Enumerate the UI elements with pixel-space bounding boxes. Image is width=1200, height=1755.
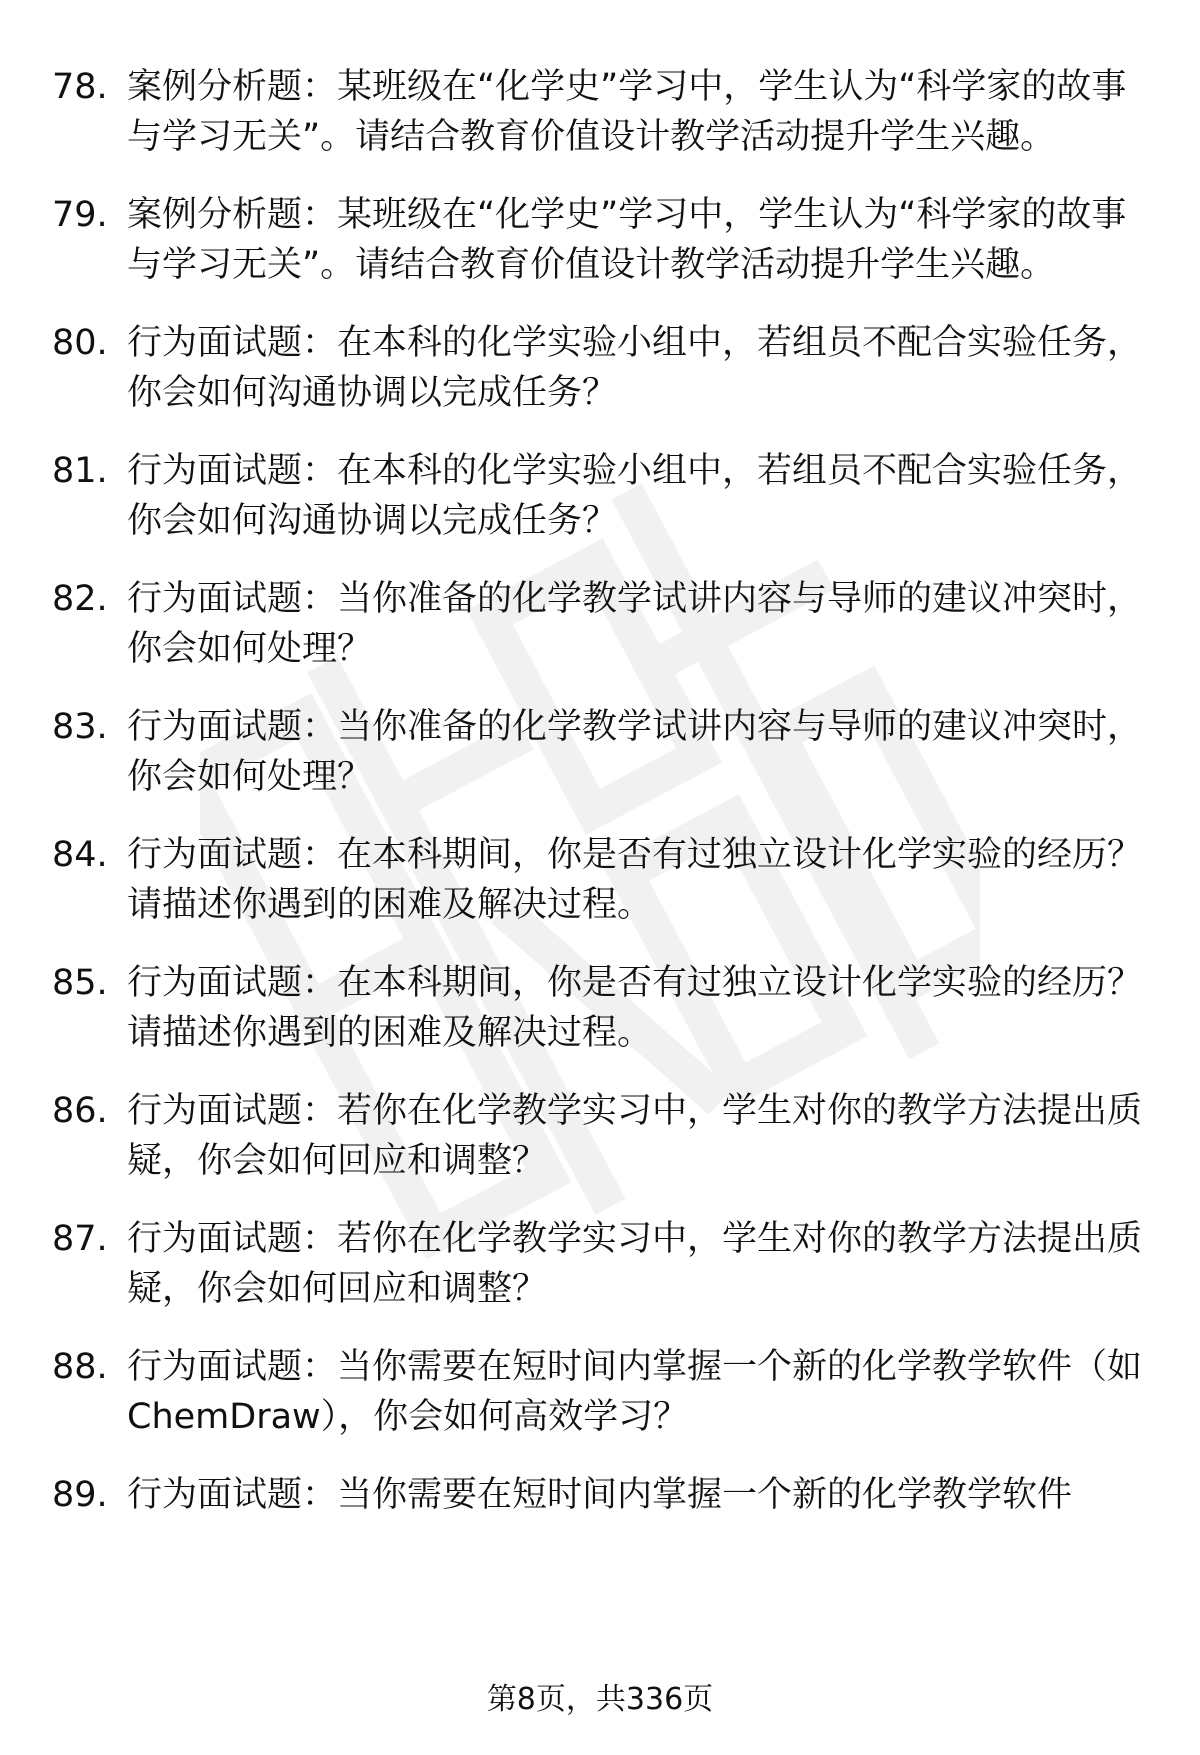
question-item — [52, 1342, 1152, 1442]
question-number: 87. — [52, 1219, 108, 1259]
question-item — [52, 446, 1152, 546]
question-text: 行为面试题：当你需要在短时间内掌握一个新的化学教学软件（如ChemDraw），你会如何高效学习？ — [127, 1347, 1143, 1437]
question-item — [52, 1470, 1152, 1520]
question-item — [52, 830, 1152, 930]
question-text: 行为面试题：当你准备的化学教学试讲内容与导师的建议冲突时，你会如何处理？ — [127, 707, 1143, 797]
question-number: 89. — [52, 1475, 108, 1515]
question-number: 83. — [52, 707, 108, 747]
question-item — [52, 1214, 1152, 1314]
question-list — [52, 62, 1152, 1548]
question-text: 行为面试题：在本科期间，你是否有过独立设计化学实验的经历？请描述你遇到的困难及解决过程。 — [127, 835, 1143, 925]
question-item — [52, 62, 1152, 162]
question-item — [52, 318, 1152, 418]
question-text: 行为面试题：若你在化学教学实习中，学生对你的教学方法提出质疑，你会如何回应和调整？ — [127, 1091, 1143, 1181]
question-item — [52, 574, 1152, 674]
question-number: 81. — [52, 451, 108, 491]
question-text: 行为面试题：在本科期间，你是否有过独立设计化学实验的经历？请描述你遇到的困难及解决过程。 — [127, 963, 1143, 1053]
question-number: 88. — [52, 1347, 108, 1387]
question-number: 86. — [52, 1091, 108, 1131]
question-number: 82. — [52, 579, 108, 619]
question-number: 79. — [52, 195, 108, 235]
question-number: 80. — [52, 323, 108, 363]
question-item — [52, 1086, 1152, 1186]
page-footer — [0, 1680, 1200, 1720]
question-text: 行为面试题：若你在化学教学实习中，学生对你的教学方法提出质疑，你会如何回应和调整？ — [127, 1219, 1143, 1309]
question-text: 案例分析题：某班级在“化学史”学习中，学生认为“科学家的故事与学习无关”。请结合教育价值设计教学活动提升学生兴趣。 — [127, 195, 1127, 285]
question-item — [52, 958, 1152, 1058]
page-number-label: 第8页，共336页 — [486, 1682, 714, 1717]
question-text: 行为面试题：在本科的化学实验小组中，若组员不配合实验任务，你会如何沟通协调以完成任务？ — [127, 323, 1143, 413]
question-text: 行为面试题：在本科的化学实验小组中，若组员不配合实验任务，你会如何沟通协调以完成任务？ — [127, 451, 1143, 541]
question-number: 78. — [52, 67, 108, 107]
question-number: 85. — [52, 963, 108, 1003]
question-number: 84. — [52, 835, 108, 875]
question-item — [52, 190, 1152, 290]
question-text: 行为面试题：当你需要在短时间内掌握一个新的化学教学软件 — [127, 1475, 1073, 1515]
question-text: 行为面试题：当你准备的化学教学试讲内容与导师的建议冲突时，你会如何处理？ — [127, 579, 1143, 669]
question-item — [52, 702, 1152, 802]
question-text: 案例分析题：某班级在“化学史”学习中，学生认为“科学家的故事与学习无关”。请结合教育价值设计教学活动提升学生兴趣。 — [127, 67, 1127, 157]
